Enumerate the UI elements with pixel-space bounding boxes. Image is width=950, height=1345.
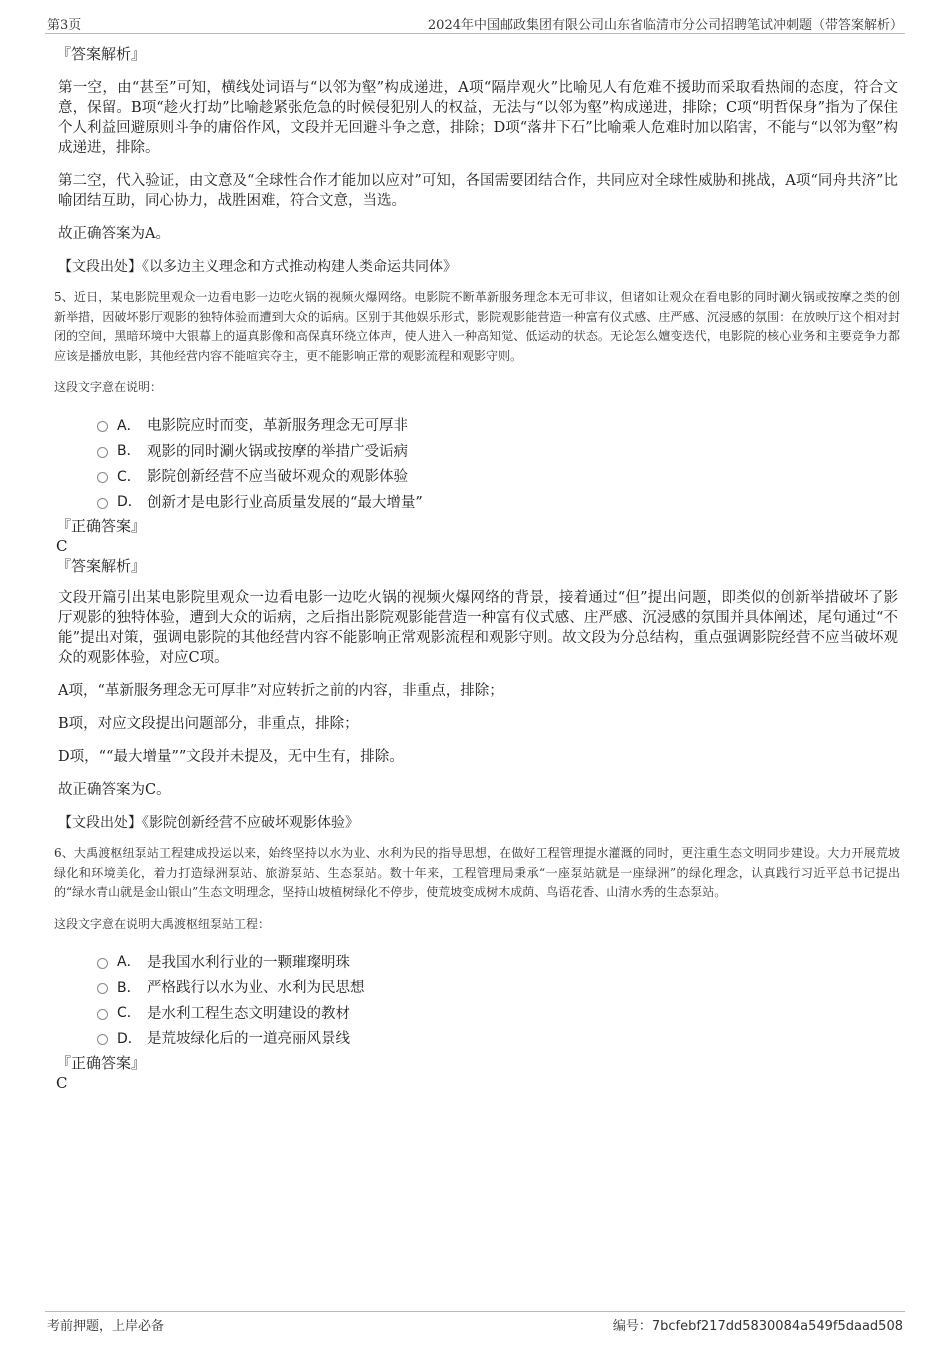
analysis-paragraph: 第一空，由“甚至”可知，横线处词语与“以邻为壑”构成递进，A项“隔岸观火”比喻见人有危难不援助而采取看热闹的态度，符合文意，保留。B项“趁火打劫”比喻趁紧张危急的时候侵犯别人的权益，无法与“以邻为壑”构成递进，排除；C项“明哲保身”指为了保住个人利益回避原则斗争的庸俗作风，文段并无回避斗争之意，排除；D项“落井下石”比喻乘人危难时加以陷害，不能与“以邻为壑”构成递进，排除。	[58, 80, 898, 156]
footer-slogan: 考前押题，上岸必备	[47, 1319, 165, 1334]
radio-icon[interactable]	[97, 958, 108, 969]
analysis-paragraph: 文段开篇引出某电影院里观众一边看电影一边吃火锅的视频火爆网络的背景，接着通过“但”提出问题，即类似的创新举措破坏了影厅观影的独特体验，遭到大众的诟病，之后指出影院观影能营造一种富有仪式感、庄严感、沉浸感的氛围并具体阐述，尾句通过“不能”提出对策，强调电影院的其他经营内容不能影响正常观影流程和观影守则。故文段为分总结构，重点强调影院经营不应当破坏观众的观影体验，对应C项。	[58, 590, 898, 666]
radio-icon[interactable]	[97, 498, 108, 509]
source-citation: 【文段出处】《以多边主义理念和方式推动构建人类命运共同体》	[58, 259, 457, 275]
question-stem: 6、大禹渡枢纽泵站工程建成投运以来，始终坚持以水为业、水利为民的指导思想，在做好工程管理提水灌溉的同时，更注重生态文明同步建设。大力开展荒坡绿化和环境美化，着力打造绿洲泵站、旅游泵站、生态泵站。数十年来，工程管理局秉承“一座泵站就是一座绿洲”的绿化理念，认真践行习近平总书记提出的“绿水青山就是金山银山”生态文明理念，坚持山坡植树绿化不停步，使荒坡变成树木成荫、鸟语花香、山清水秀的生态泵站。	[54, 846, 900, 899]
page-number: 第3页	[47, 18, 82, 33]
option-d[interactable]: D． 是荒坡绿化后的一道亮丽风景线	[97, 1025, 900, 1051]
option-c[interactable]: C． 影院创新经营不应当破坏观众的观影体验	[97, 463, 900, 489]
option-b[interactable]: B． 严格践行以水为业、水利为民思想	[97, 974, 900, 1000]
analysis-label: 『答案解析』	[56, 557, 147, 575]
answer-value: C	[56, 537, 68, 555]
radio-icon[interactable]	[97, 447, 108, 458]
answer-value: C	[56, 1073, 68, 1092]
options-list	[97, 412, 900, 514]
document-title: 2024年中国邮政集团有限公司山东省临清市分公司招聘笔试冲刺题（带答案解析）	[427, 18, 903, 33]
radio-icon[interactable]	[97, 1034, 108, 1045]
document-body	[54, 44, 900, 1093]
option-d[interactable]: D． 创新才是电影行业高质量发展的“最大增量”	[97, 489, 900, 515]
radio-icon[interactable]	[97, 983, 108, 994]
analysis-label: 『答案解析』	[56, 45, 147, 63]
answer-label: 『正确答案』	[56, 1053, 147, 1072]
radio-icon[interactable]	[97, 472, 108, 483]
analysis-conclusion: 故正确答案为A。	[58, 226, 170, 242]
page-footer	[45, 1311, 905, 1333]
analysis-paragraph: A项，“革新服务理念无可厚非”对应转折之前的内容，非重点，排除；	[58, 683, 504, 699]
question-prompt: 这段文字意在说明大禹渡枢纽泵站工程：	[54, 916, 271, 931]
document-code: 编号：7bcfebf217dd5830084a549f5daad508	[612, 1319, 903, 1334]
analysis-conclusion: 故正确答案为C。	[58, 782, 171, 798]
question-stem: 5、近日，某电影院里观众一边看电影一边吃火锅的视频火爆网络。电影院不断革新服务理念本无可非议，但诸如让观众在看电影的同时涮火锅或按摩之类的创新举措，因破坏影厅观影的独特体验而遭到大众的诟病。区别于其他娱乐形式，影院观影能营造一种富有仪式感、庄严感、沉浸感的氛围：在放映厅这个相对封闭的空间，黑暗环境中大银幕上的逼真影像和高保真环绕立体声，使人进入一种高知觉、低运动的状态。无论怎么嬗变迭代，电影院的核心业务和主要竞争力都应该是播放电影，其他经营内容不能喧宾夺主，更不能影响正常的观影流程和观影守则。	[54, 290, 900, 363]
analysis-paragraph: B项，对应文段提出问题部分，非重点，排除；	[58, 716, 359, 732]
analysis-paragraph: 第二空，代入验证，由文意及“全球性合作才能加以应对”可知，各国需要团结合作，共同应对全球性威胁和挑战，A项“同舟共济”比喻团结互助，同心协力，战胜困难，符合文意，当选。	[58, 173, 898, 209]
option-b[interactable]: B． 观影的同时涮火锅或按摩的举措广受诟病	[97, 438, 900, 464]
option-c[interactable]: C． 是水利工程生态文明建设的教材	[97, 1000, 900, 1026]
option-a[interactable]: A． 是我国水利行业的一颗璀璨明珠	[97, 949, 900, 975]
option-a[interactable]: A． 电影院应时而变，革新服务理念无可厚非	[97, 412, 900, 438]
answer-label: 『正确答案』	[56, 517, 147, 535]
source-citation: 【文段出处】《影院创新经营不应破坏观影体验》	[58, 815, 359, 831]
analysis-paragraph: D项，““最大增量””文段并未提及，无中生有，排除。	[58, 749, 404, 765]
radio-icon[interactable]	[97, 421, 108, 432]
question-prompt: 这段文字意在说明：	[54, 380, 163, 394]
radio-icon[interactable]	[97, 1009, 108, 1020]
options-list	[97, 949, 900, 1051]
page-header	[45, 14, 905, 34]
